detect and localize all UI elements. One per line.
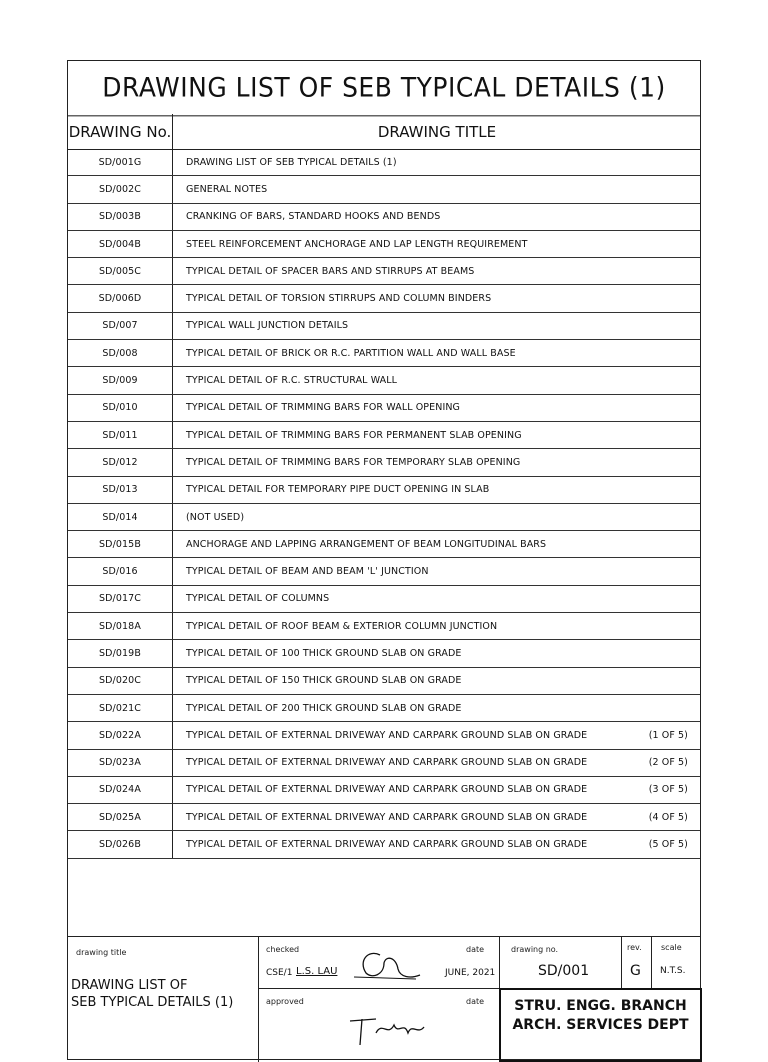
drawing-title: TYPICAL DETAIL OF BRICK OR R.C. PARTITION WALL AND WALL BASE [186,347,516,359]
drawing-number: SD/010 [68,395,173,421]
drawing-number: SD/007 [68,313,173,339]
drawing-title: TYPICAL DETAIL OF COLUMNS [186,593,330,605]
drawing-title-line2: SEB TYPICAL DETAILS (1) [71,995,234,1010]
table-row [68,176,700,203]
table-row [68,777,700,804]
drawing-number: SD/008 [68,340,173,366]
checked-label: checked [266,945,300,954]
table-row [68,640,700,667]
drawing-title: TYPICAL DETAIL OF R.C. STRUCTURAL WALL [186,375,398,387]
drawing-number: SD/016 [68,558,173,584]
drawing-sheet [67,60,701,1060]
drawing-title: TYPICAL DETAIL OF 150 THICK GROUND SLAB ON GRADE [186,675,462,687]
table-row [68,258,700,285]
drawing-title: (NOT USED) [186,511,245,523]
approved-label: approved [266,997,304,1006]
checked-signature [350,945,422,981]
table-header [68,114,700,150]
table-row [68,449,700,476]
drawing-number: SD/004B [68,231,173,257]
drawing-title: TYPICAL DETAIL OF TRIMMING BARS FOR PERMANENT SLAB OPENING [186,429,522,441]
table-row [68,804,700,831]
drawing-number: SD/026B [68,831,173,857]
rev-value: G [630,963,641,979]
drawing-number: SD/024A [68,777,173,803]
drawing-title: ANCHORAGE AND LAPPING ARRANGEMENT OF BEAM LONGITUDINAL BARS [186,538,547,550]
drawing-number: SD/006D [68,285,173,311]
table-row [68,367,700,394]
drawing-title: TYPICAL DETAIL OF 100 THICK GROUND SLAB ON GRADE [186,647,462,659]
drawing-title: TYPICAL DETAIL OF EXTERNAL DRIVEWAY AND CARPARK GROUND SLAB ON GRADE [186,811,588,823]
drawing-list [68,149,700,859]
drawing-title: TYPICAL DETAIL OF EXTERNAL DRIVEWAY AND CARPARK GROUND SLAB ON GRADE [186,757,588,769]
drawing-number: SD/009 [68,367,173,393]
branch-line1: STRU. ENGG. BRANCH [514,998,687,1014]
table-row [68,340,700,367]
approved-signature [346,1007,436,1047]
table-row [68,613,700,640]
header-drawing-title: DRAWING TITLE [377,122,497,141]
table-row [68,395,700,422]
drawing-number: SD/014 [68,504,173,530]
drawing-no: SD/001 [538,963,590,979]
drawing-number: SD/003B [68,204,173,230]
drawing-number: SD/005C [68,258,173,284]
table-row [68,149,700,176]
table-row [68,695,700,722]
table-row [68,422,700,449]
checked-date: JUNE, 2021 [445,968,496,978]
table-row [68,586,700,613]
drawing-number: SD/018A [68,613,173,639]
table-row [68,722,700,749]
sheet-number: (4 OF 5) [648,811,688,823]
drawing-number: SD/011 [68,422,173,448]
drawing-title-line1: DRAWING LIST OF [71,978,188,993]
sheet-number: (3 OF 5) [648,784,688,796]
table-row [68,231,700,258]
table-row [68,313,700,340]
approved-date-label: date [466,997,485,1006]
table-row [68,750,700,777]
drawing-title: TYPICAL DETAIL OF TRIMMING BARS FOR TEMPORARY SLAB OPENING [186,456,521,468]
sheet-title: DRAWING LIST OF SEB TYPICAL DETAILS (1) [68,60,700,117]
drawing-number: SD/002C [68,176,173,202]
branch-stamp [499,988,702,1062]
checked-name: L.S. LAU [296,966,338,977]
drawing-title: STEEL REINFORCEMENT ANCHORAGE AND LAP LENGTH REQUIREMENT [186,238,528,250]
drawing-title-label: drawing title [76,948,127,957]
scale-label: scale [661,943,682,952]
checked-date-label: date [466,945,485,954]
drawing-title: TYPICAL DETAIL OF EXTERNAL DRIVEWAY AND CARPARK GROUND SLAB ON GRADE [186,839,588,851]
sheet-number: (2 OF 5) [648,757,688,769]
table-row [68,204,700,231]
table-row [68,285,700,312]
drawing-number: SD/021C [68,695,173,721]
drawing-title: TYPICAL DETAIL OF BEAM AND BEAM 'L' JUNCTION [186,566,429,578]
table-row [68,831,700,858]
drawing-number: SD/017C [68,586,173,612]
table-row [68,504,700,531]
sheet-number: (5 OF 5) [648,839,688,851]
drawing-number: SD/025A [68,804,173,830]
drawing-number: SD/022A [68,722,173,748]
sheet-number: (1 OF 5) [648,729,688,741]
drawing-number: SD/020C [68,668,173,694]
rev-label: rev. [627,943,642,952]
drawing-title: DRAWING LIST OF SEB TYPICAL DETAILS (1) [186,156,397,168]
checked-by: CSE/1 [266,968,293,978]
drawing-title: TYPICAL DETAIL OF TRIMMING BARS FOR WALL OPENING [186,402,461,414]
drawing-number: SD/019B [68,640,173,666]
drawing-number: SD/015B [68,531,173,557]
drawing-title: CRANKING OF BARS, STANDARD HOOKS AND BENDS [186,211,441,223]
drawing-title: TYPICAL DETAIL OF TORSION STIRRUPS AND COLUMN BINDERS [186,293,492,305]
drawing-title-value [71,977,233,1011]
title-block [68,936,700,1062]
drawing-title: TYPICAL DETAIL OF ROOF BEAM & EXTERIOR COLUMN JUNCTION [186,620,498,632]
drawing-title: TYPICAL DETAIL OF EXTERNAL DRIVEWAY AND CARPARK GROUND SLAB ON GRADE [186,784,588,796]
drawing-number: SD/001G [68,149,173,175]
branch-line2: ARCH. SERVICES DEPT [512,1017,689,1033]
table-row [68,531,700,558]
drawing-title: GENERAL NOTES [186,183,268,195]
table-row [68,477,700,504]
drawing-title: TYPICAL DETAIL OF 200 THICK GROUND SLAB ON GRADE [186,702,462,714]
header-drawing-number: DRAWING No. [68,114,173,149]
drawing-title: TYPICAL DETAIL OF SPACER BARS AND STIRRUPS AT BEAMS [186,265,475,277]
drawing-number: SD/012 [68,449,173,475]
drawing-title: TYPICAL DETAIL FOR TEMPORARY PIPE DUCT OPENING IN SLAB [186,484,490,496]
drawing-number: SD/013 [68,477,173,503]
table-row [68,668,700,695]
drawing-title: TYPICAL DETAIL OF EXTERNAL DRIVEWAY AND CARPARK GROUND SLAB ON GRADE [186,729,588,741]
drawing-number: SD/023A [68,750,173,776]
drawing-title: TYPICAL WALL JUNCTION DETAILS [186,320,349,332]
table-row [68,558,700,585]
drawing-no-label: drawing no. [511,945,559,954]
scale-value: N.T.S. [660,966,686,976]
